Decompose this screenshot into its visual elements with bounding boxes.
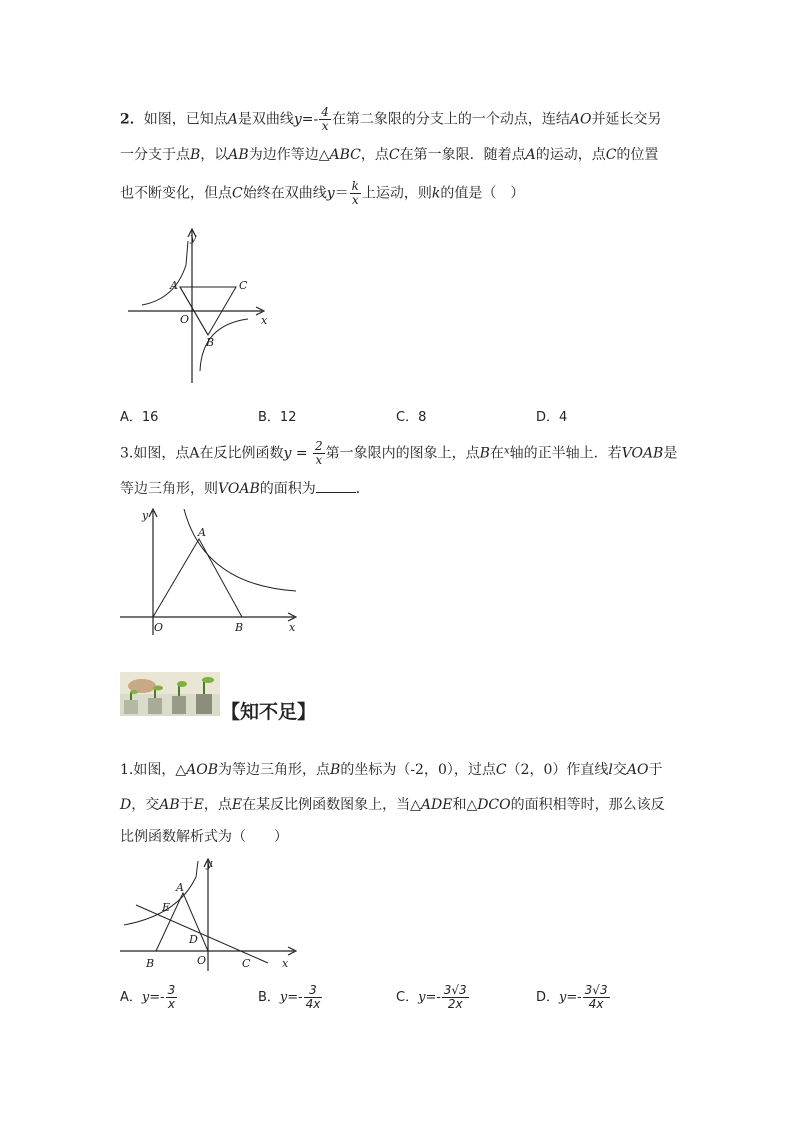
var-E: E xyxy=(193,797,204,813)
label-A: A xyxy=(198,526,206,539)
text: =- xyxy=(149,990,165,1005)
label-x: x xyxy=(261,314,268,327)
text: 在第一象限．随着点 xyxy=(399,147,526,163)
q1-line-1 xyxy=(120,760,663,780)
text: 的值是（ ） xyxy=(440,185,525,202)
frac-den: x xyxy=(321,119,329,133)
var-y: y xyxy=(293,111,302,128)
var-ADE: △ADE xyxy=(410,797,453,813)
text: 始终在双曲线 xyxy=(242,185,327,202)
var-y: y xyxy=(279,990,288,1005)
var-B: B xyxy=(479,445,490,462)
text: 在某反比例函数图象上，当 xyxy=(242,797,411,813)
frac-den: x xyxy=(351,193,359,207)
q2-option-a[interactable]: A．16 xyxy=(120,410,159,425)
text: ，点 xyxy=(203,797,232,813)
fraction xyxy=(442,984,469,1011)
var-A: A xyxy=(227,111,238,128)
frac-den: 2x xyxy=(447,997,463,1011)
frac-den: x xyxy=(167,997,175,1011)
label-B: B xyxy=(146,957,155,970)
frac-num: 3 xyxy=(304,984,323,998)
q2-figure xyxy=(120,225,280,385)
text: 第一象限内的图象上，点 xyxy=(325,445,480,462)
text: 于 xyxy=(648,762,663,778)
q1-option-d[interactable] xyxy=(536,984,611,1011)
var-VOAB: VOAB xyxy=(218,481,260,497)
text: 于 xyxy=(179,797,194,813)
text: 的面积相等时，那么该反 xyxy=(510,797,665,813)
fraction-2-over-x xyxy=(313,440,325,467)
var-k: k xyxy=(431,185,441,202)
label-O: O xyxy=(154,621,164,634)
frac-num: 3√3 xyxy=(584,983,608,997)
text: 的运动，点 xyxy=(535,147,606,163)
var-C: C xyxy=(232,185,243,202)
fraction-4-over-x xyxy=(319,106,331,133)
text: 并延长交另 xyxy=(591,111,662,128)
label-B: B xyxy=(206,336,215,349)
label-O: O xyxy=(180,313,190,326)
text: ． xyxy=(355,481,370,497)
q3-figure xyxy=(118,505,303,640)
text: 一分支于点 xyxy=(120,147,190,163)
var-C: C xyxy=(388,147,400,163)
q1-option-b[interactable] xyxy=(258,984,323,1011)
text: 的位置 xyxy=(616,147,659,163)
text: ，交 xyxy=(131,797,160,813)
plant-coins-image xyxy=(120,672,220,716)
text: =- xyxy=(287,990,303,1005)
fraction xyxy=(304,984,323,1011)
var-DCO: △DCO xyxy=(466,797,511,813)
q3-line-2 xyxy=(120,478,370,499)
option-letter: C． xyxy=(396,990,419,1005)
q1-figure xyxy=(118,855,303,975)
text: = xyxy=(291,445,313,462)
text: 为等边三角形，点 xyxy=(218,762,331,778)
q2-line-3 xyxy=(120,180,524,207)
label-y: y xyxy=(190,231,197,244)
triangle-symbol: △ xyxy=(318,147,330,163)
q2-option-c[interactable]: C．8 xyxy=(396,410,427,425)
frac-num: 3 xyxy=(167,983,176,997)
option-letter: A． xyxy=(120,990,142,1005)
text: =- xyxy=(301,111,319,128)
var-ABC: ABC xyxy=(329,147,361,163)
var-B: B xyxy=(330,762,341,778)
text: 等边三角形，则 xyxy=(120,481,218,497)
label-x: x xyxy=(289,621,296,634)
q1-option-c[interactable] xyxy=(396,984,470,1011)
hyperbola xyxy=(124,861,198,925)
option-letter: B． xyxy=(258,990,280,1005)
var-AO: AO xyxy=(569,111,592,128)
label-E: E xyxy=(162,901,171,914)
label-x: x xyxy=(282,957,289,970)
var-y: y xyxy=(141,990,150,1005)
frac-den: x xyxy=(315,453,323,467)
text: 和 xyxy=(452,797,467,813)
text: 在 xyxy=(489,445,504,462)
frac-num: 3√3 xyxy=(443,983,467,997)
label-D: D xyxy=(189,933,198,946)
option-letter: D． xyxy=(536,990,560,1005)
frac-num: 4 xyxy=(321,105,329,119)
var-C: C xyxy=(495,762,507,778)
var-VOAB: VOAB xyxy=(621,445,664,462)
var-E: E xyxy=(231,797,243,813)
text: ，以 xyxy=(200,147,229,163)
q1-line-2 xyxy=(120,795,665,815)
triangle-OAB xyxy=(153,539,242,617)
var-AO: AO xyxy=(626,762,649,778)
var-y: y xyxy=(559,990,567,1005)
answer-blank[interactable] xyxy=(316,478,356,493)
text: 如图，已知点 xyxy=(143,111,228,128)
frac-num: 2 xyxy=(315,439,323,453)
q3-line-1 xyxy=(120,440,677,467)
text: 是双曲线 xyxy=(237,111,294,128)
fraction xyxy=(583,984,610,1011)
text: （2，0）作直线 xyxy=(506,762,609,778)
text: 的面积为 xyxy=(259,481,316,497)
text: 1.如图， xyxy=(120,762,176,778)
var-AB: AB xyxy=(228,147,249,163)
text: 上运动，则 xyxy=(361,185,432,202)
q2-line-2 xyxy=(120,145,658,165)
section-title: 【知不足】 xyxy=(221,701,317,723)
text: 3.如图，点A在反比例函数 xyxy=(120,445,284,462)
label-A: A xyxy=(176,881,184,894)
fraction-k-over-x xyxy=(350,180,361,207)
q2-line-1 xyxy=(120,106,662,133)
hyperbola-branch-2 xyxy=(142,241,188,305)
label-C: C xyxy=(242,957,251,970)
var-y: y xyxy=(283,445,292,462)
hyperbola xyxy=(184,509,296,591)
q1-option-a[interactable] xyxy=(120,984,178,1011)
text: 比例函数解析式为（ ） xyxy=(120,829,288,845)
label-y: y xyxy=(142,509,149,522)
var-y: y xyxy=(326,185,335,202)
text: =- xyxy=(566,990,582,1005)
label-A: A xyxy=(170,279,178,292)
frac-num: k xyxy=(351,179,359,193)
frac-den: 4x xyxy=(305,997,321,1011)
var-x: x xyxy=(503,445,510,457)
text: 的坐标为（-2，0），过点 xyxy=(340,762,496,778)
text: 在第二象限的分支上的一个动点，连结 xyxy=(331,111,570,128)
frac-den: 4x xyxy=(588,997,604,1011)
q2-option-b[interactable]: B．12 xyxy=(258,410,297,425)
text: 为边作等边 xyxy=(248,147,319,163)
q1-line-3 xyxy=(120,827,288,847)
var-D: D xyxy=(120,797,132,813)
q2-number: 2． xyxy=(120,111,144,128)
var-AOB: AOB xyxy=(186,762,219,778)
label-O: O xyxy=(197,954,207,967)
text: 交 xyxy=(612,762,627,778)
var-A: A xyxy=(525,147,536,163)
text: =- xyxy=(425,990,441,1005)
var-y: y xyxy=(418,990,426,1005)
triangle-symbol: △ xyxy=(175,762,187,778)
label-B: B xyxy=(235,621,244,634)
text: 轴的正半轴上．若 xyxy=(509,445,622,462)
text: ，点 xyxy=(360,147,389,163)
label-y: y xyxy=(206,857,213,870)
text: 也不断变化，但点 xyxy=(120,185,232,202)
text: ＝ xyxy=(334,185,349,202)
var-AB: AB xyxy=(159,797,180,813)
fraction xyxy=(166,984,178,1011)
var-B: B xyxy=(190,147,201,163)
text: 是 xyxy=(663,445,678,462)
var-l: l xyxy=(608,762,613,778)
label-C: C xyxy=(239,279,248,292)
var-C: C xyxy=(605,147,617,163)
q2-option-d[interactable]: D．4 xyxy=(536,410,568,425)
